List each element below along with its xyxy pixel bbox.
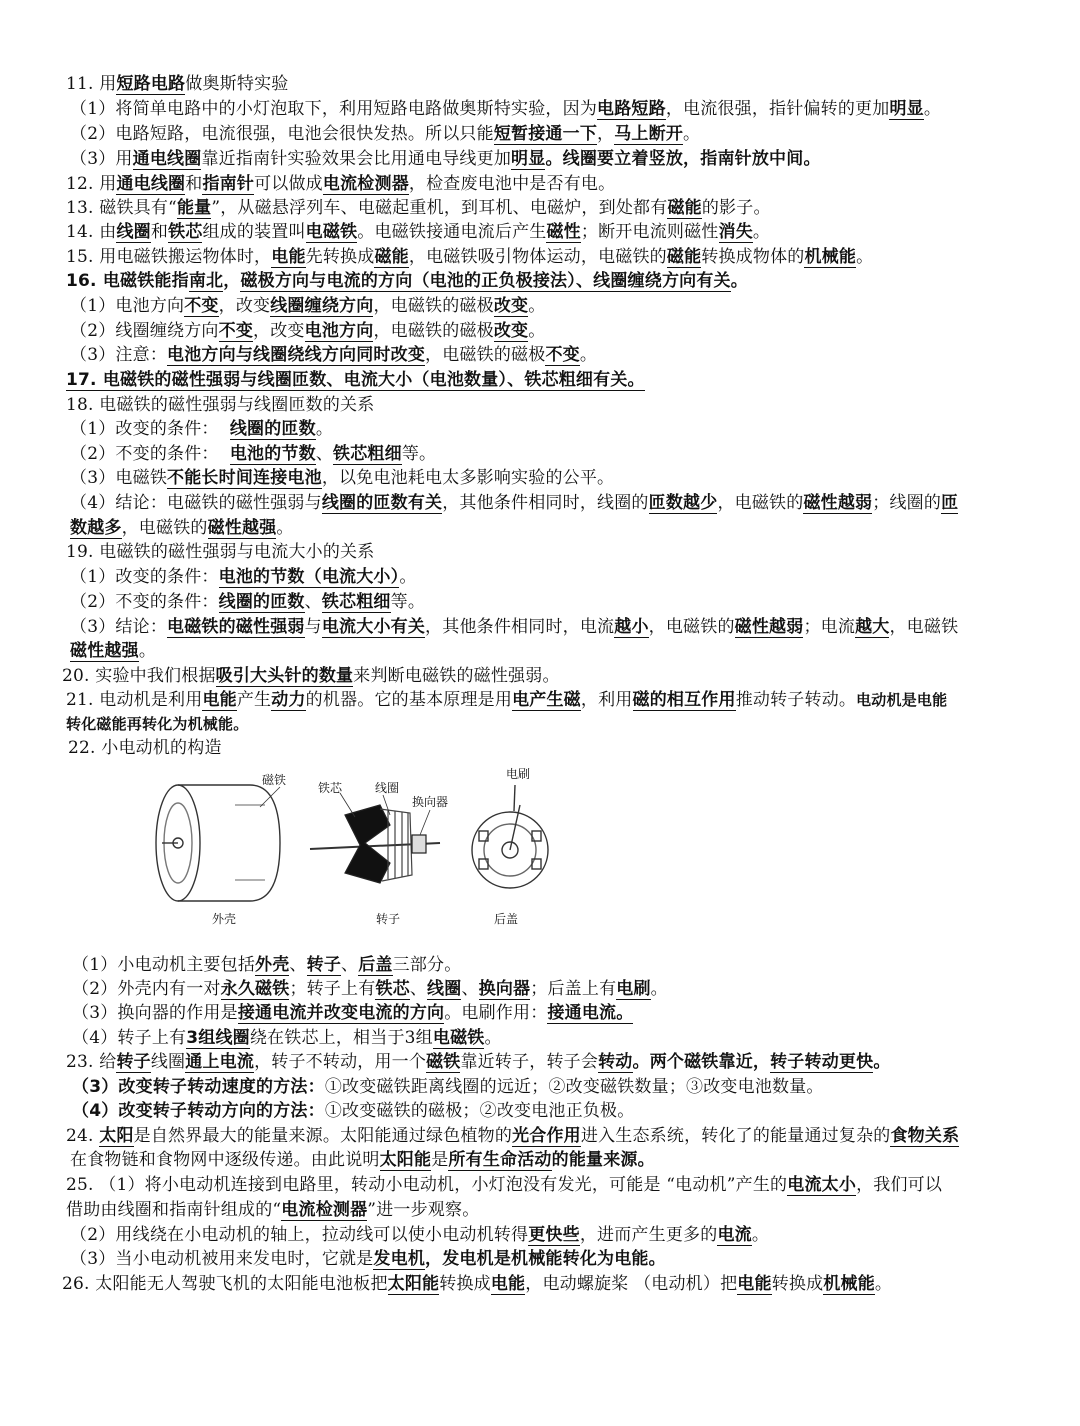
- item-11-2: （2）电路短路，电流很强，电池会很快发热。所以只能短暂接通一下，马上断开。: [70, 124, 701, 144]
- item-19: 19. 电磁铁的磁性强弱与电流大小的关系: [66, 542, 375, 562]
- back-cover-illustration: [472, 785, 548, 888]
- item-16-2: （2）线圈缠绕方向不变，改变电池方向，电磁铁的磁极改变。: [70, 321, 546, 341]
- label-commutator: 换向器: [412, 795, 449, 809]
- item-25-3: （3）当小电动机被用来发电时，它就是发电机，发电机是机械能转化为电能。: [70, 1249, 666, 1269]
- item-18-2: （2）不变的条件： 电池的节数、铁芯粗细等。: [70, 444, 437, 464]
- label-back-cover: 后盖: [494, 912, 519, 926]
- item-22-3: （3）换向器的作用是接通电流并改变电流的方向。电刷作用：接通电流。: [72, 1003, 634, 1023]
- item-23-3: （3）改变转子转动速度的方法：①改变磁铁距离线圈的远近；②改变磁铁数量；③改变电池数量。: [72, 1077, 824, 1097]
- item-18-3: （3）电磁铁不能长时间连接电池，以免电池耗电太多影响实验的公平。: [70, 468, 615, 488]
- item-14: 14. 由线圈和铁芯组成的装置叫电磁铁。电磁铁接通电流后产生磁性；断开电流则磁性消失。: [66, 222, 771, 242]
- item-23-4: （4）改变转子转动方向的方法：①改变磁铁的磁极；②改变电池正负极。: [72, 1101, 635, 1121]
- item-24-cont: 在食物链和食物网中逐级传递。由此说明太阳能是所有生命活动的能量来源。: [70, 1150, 655, 1170]
- item-20: 20. 实验中我们根据吸引大头针的数量来判断电磁铁的磁性强弱。: [62, 666, 560, 686]
- item-21-cont: 转化磁能再转化为机械能。: [66, 715, 249, 733]
- item-19-3-cont: 磁性越强。: [70, 641, 157, 661]
- item-19-2: （2）不变的条件：线圈的匝数、铁芯粗细等。: [70, 592, 426, 612]
- label-rotor: 转子: [376, 912, 401, 926]
- rotor-illustration: [310, 805, 440, 883]
- label-core: 铁芯: [318, 781, 343, 795]
- item-17: 17. 电磁铁的磁性强弱与线圈匝数、电流大小（电池数量）、铁芯粗细有关。: [66, 370, 645, 390]
- item-12: 12. 用通电线圈和指南针可以做成电流检测器，检查废电池中是否有电。: [66, 174, 616, 194]
- item-22: 22. 小电动机的构造: [68, 738, 222, 758]
- motor-figure: [140, 765, 560, 935]
- item-19-3: （3）结论：电磁铁的磁性强弱与电流大小有关，其他条件相同时，电流越小，电磁铁的磁性越弱；电流越大，电磁铁: [70, 617, 959, 637]
- item-24: 24. 太阳是自然界最大的能量来源。太阳能通过绿色植物的光合作用进入生态系统，转化了的能量通过复杂的食物关系: [66, 1126, 960, 1146]
- item-22-4: （4）转子上有3组线圈绕在铁芯上，相当于3组电磁铁。: [72, 1028, 502, 1048]
- item-16-1: （1）电池方向不变，改变线圈缠绕方向，电磁铁的磁极改变。: [70, 296, 546, 316]
- item-25-cont: 借助由线圈和指南针组成的“电流检测器”进一步观察。: [66, 1200, 480, 1220]
- label-coil: 线圈: [375, 781, 400, 795]
- item-19-1: （1）改变的条件：电池的节数（电流大小）。: [70, 567, 417, 587]
- item-13: 13. 磁铁具有“能量”，从磁悬浮列车、电磁起重机，到耳机、电磁炉，到处都有磁能的影子。: [66, 198, 771, 218]
- item-11-3: （3）用通电线圈靠近指南针实验效果会比用通电导线更加明显。线圈要立着竖放，指南针放中间。: [70, 149, 821, 169]
- item-23: 23. 给转子线圈通上电流，转子不转动，用一个磁铁靠近转子，转子会转动。两个磁铁靠近，转子转动更快。: [66, 1052, 891, 1072]
- label-magnet: 磁铁: [262, 773, 287, 787]
- item-18: 18. 电磁铁的磁性强弱与线圈匝数的关系: [66, 395, 375, 415]
- item-18-4-cont: 数越多，电磁铁的磁性越强。: [70, 518, 294, 538]
- item-25-2: （2）用线绕在小电动机的轴上，拉动线可以使小电动机转得更快些，进而产生更多的电流。: [70, 1225, 770, 1245]
- item-15: 15. 用电磁铁搬运物体时，电能先转换成磁能，电磁铁吸引物体运动，电磁铁的磁能转换成物体的机械能。: [66, 247, 874, 267]
- item-16-3: （3）注意：电池方向与线圈绕线方向同时改变，电磁铁的磁极不变。: [70, 345, 598, 365]
- label-shell: 外壳: [212, 912, 237, 926]
- shell-illustration: [156, 785, 280, 901]
- item-18-1: （1）改变的条件： 线圈的匝数。: [70, 419, 334, 439]
- item-22-1: （1）小电动机主要包括外壳、转子、后盖三部分。: [72, 955, 462, 975]
- item-11: 11. 用短路电路做奥斯特实验: [66, 74, 289, 94]
- item-26: 26. 太阳能无人驾驶飞机的太阳能电池板把太阳能转换成电能，电动螺旋桨 （电动机）把电能转换成机械能。: [62, 1274, 893, 1294]
- item-18-4: （4）结论：电磁铁的磁性强弱与线圈的匝数有关，其他条件相同时，线圈的匝数越少，电磁铁的磁性越弱；线圈的匝: [70, 493, 959, 513]
- item-22-2: （2）外壳内有一对永久磁铁；转子上有铁芯、线圈、换向器；后盖上有电刷。: [72, 979, 668, 999]
- label-brush: 电刷: [506, 767, 531, 781]
- item-11-1: （1）将简单电路中的小灯泡取下，利用短路电路做奥斯特实验，因为电路短路，电流很强，指针偏转的更加明显。: [70, 99, 942, 119]
- item-21: 21. 电动机是利用电能产生动力的机器。它的基本原理是用电产生磁，利用磁的相互作用推动转子转动。电动机是电能: [66, 690, 948, 710]
- item-16: 16. 电磁铁能指南北，磁极方向与电流的方向（电池的正负极接法）、线圈缠绕方向有关。: [66, 271, 748, 291]
- item-25: 25. （1）将小电动机连接到电路里，转动小电动机，小灯泡没有发光，可能是 “电动机”产生的电流太小，我们可以: [66, 1175, 943, 1195]
